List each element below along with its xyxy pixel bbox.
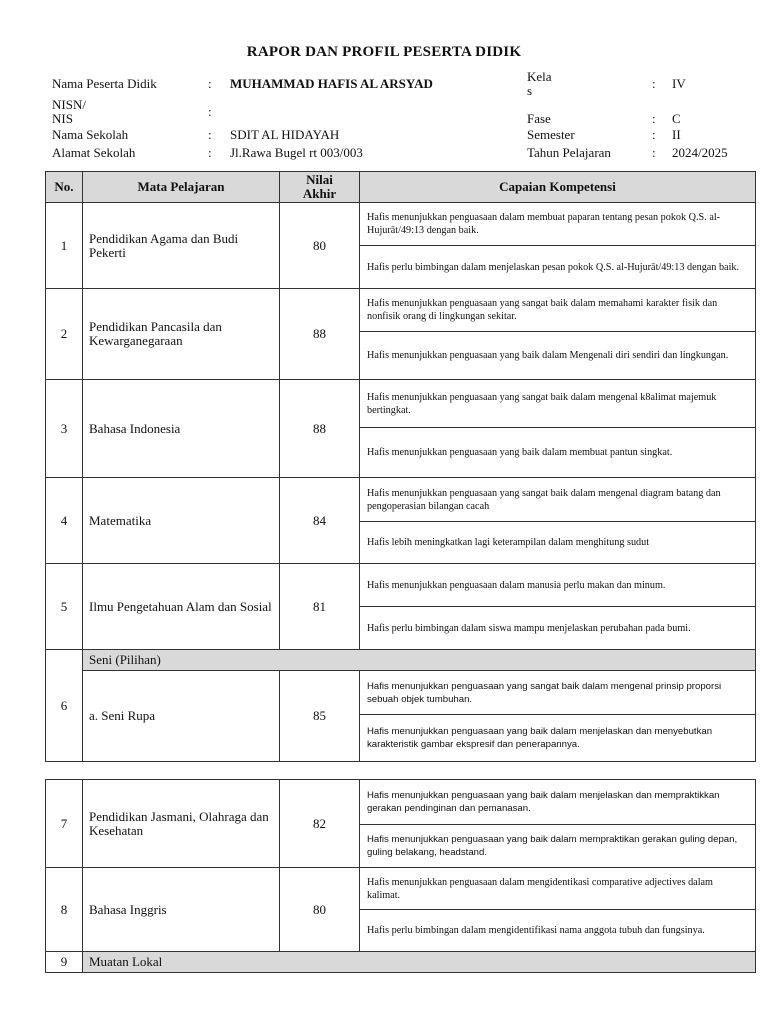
kelas-value: IV	[672, 76, 686, 91]
row-score: 80	[280, 868, 360, 952]
semester-label: Semester	[527, 127, 575, 142]
row-score: 88	[280, 289, 360, 380]
table-row	[46, 780, 756, 825]
row-competency-1: Hafis menunjukkan penguasaan yang baik dalam menjelaskan dan mempraktikkan gerakan pendinginan dan pemanasan.	[360, 780, 756, 825]
colon: :	[652, 127, 656, 142]
row-competency-1: Hafis menunjukkan penguasaan dalam mengidentikasi comparative adjectives dalam kalimat.	[360, 868, 756, 910]
fase-label: Fase	[527, 111, 551, 126]
row-no: 9	[46, 952, 83, 973]
nis-label: NIS	[52, 111, 73, 126]
table-row	[46, 650, 756, 671]
row-competency-2: Hafis menunjukkan penguasaan yang baik dalam Mengenali diri sendiri dan lingkungan.	[360, 332, 756, 380]
nisn-label: NISN/	[52, 97, 86, 112]
group-label: Muatan Lokal	[83, 952, 756, 973]
alamat-label: Alamat Sekolah	[52, 145, 136, 160]
header-mapel: Mata Pelajaran	[83, 172, 280, 203]
group-label: Seni (Pilihan)	[83, 650, 756, 671]
semester-value: II	[672, 127, 681, 142]
row-subject: Ilmu Pengetahuan Alam dan Sosial	[83, 564, 280, 650]
header-nilai: Nilai Akhir	[280, 172, 360, 203]
row-subject: Pendidikan Jasmani, Olahraga dan Kesehatan	[83, 780, 280, 868]
kelas-label-wrap: s	[527, 83, 533, 98]
colon: :	[208, 104, 212, 119]
grades-table	[45, 171, 756, 762]
colon: :	[208, 127, 212, 142]
row-score: 80	[280, 203, 360, 289]
colon: :	[652, 76, 656, 91]
header-no: No.	[46, 172, 83, 203]
row-subject: Bahasa Inggris	[83, 868, 280, 952]
kelas-label: Kela	[527, 69, 552, 84]
row-subject: Pendidikan Pancasila dan Kewarganegaraan	[83, 289, 280, 380]
table-row	[46, 289, 756, 332]
row-no: 6	[46, 650, 83, 762]
row-competency-1: Hafis menunjukkan penguasaan yang sangat baik dalam memahami karakter fisik dan nonfisik orang di lingkungan sekitar.	[360, 289, 756, 332]
table-row	[46, 868, 756, 910]
row-no: 4	[46, 478, 83, 564]
nama-value: MUHAMMAD HAFIS AL ARSYAD	[230, 76, 433, 91]
colon: :	[208, 145, 212, 160]
grades-table-continued	[45, 779, 756, 973]
row-competency-1: Hafis menunjukkan penguasaan dalam manusia perlu makan dan minum.	[360, 564, 756, 607]
row-competency-2: Hafis perlu bimbingan dalam menjelaskan pesan pokok Q.S. al-Hujurāt/49:13 dengan baik.	[360, 246, 756, 289]
row-no: 1	[46, 203, 83, 289]
tahun-label: Tahun Pelajaran	[527, 145, 611, 160]
colon: :	[208, 76, 212, 91]
row-competency-1: Hafis menunjukkan penguasaan yang sangat baik dalam mengenal k8alimat majemuk bertingkat.	[360, 380, 756, 428]
table-row	[46, 478, 756, 522]
row-competency-2: Hafis perlu bimbingan dalam mengidentifikasi nama anggota tubuh dan fungsinya.	[360, 910, 756, 952]
row-no: 7	[46, 780, 83, 868]
row-score: 85	[280, 671, 360, 762]
row-score: 84	[280, 478, 360, 564]
row-competency-2: Hafis perlu bimbingan dalam siswa mampu menjelaskan perubahan pada bumi.	[360, 607, 756, 650]
row-competency-2: Hafis menunjukkan penguasaan yang baik dalam menjelaskan dan menyebutkan karakteristik gambar ekspresif dan penerapannya.	[360, 715, 756, 762]
tahun-value: 2024/2025	[672, 145, 728, 160]
page-title: RAPOR DAN PROFIL PESERTA DIDIK	[246, 44, 522, 60]
nama-label: Nama Peserta Didik	[52, 76, 157, 91]
header-capaian: Capaian Kompetensi	[360, 172, 756, 203]
table-header-row	[46, 172, 756, 203]
row-no: 3	[46, 380, 83, 478]
row-subject: Matematika	[83, 478, 280, 564]
table-row	[46, 380, 756, 428]
row-competency-2: Hafis menunjukkan penguasaan yang baik dalam mempraktikan gerakan guling depan, guling belakang, headstand.	[360, 825, 756, 868]
row-subject: Pendidikan Agama dan Budi Pekerti	[83, 203, 280, 289]
row-no: 5	[46, 564, 83, 650]
row-competency-1: Hafis menunjukkan penguasaan dalam membuat paparan tentang pesan pokok Q.S. al-Hujurāt/49:13 dengan baik.	[360, 203, 756, 246]
row-subject: Bahasa Indonesia	[83, 380, 280, 478]
row-no: 2	[46, 289, 83, 380]
table-row	[46, 203, 756, 246]
row-competency-2: Hafis menunjukkan penguasaan yang baik dalam membuat pantun singkat.	[360, 428, 756, 478]
sekolah-value: SDIT AL HIDAYAH	[230, 127, 340, 142]
row-competency-2: Hafis lebih meningkatkan lagi keterampilan dalam menghitung sudut	[360, 522, 756, 564]
row-score: 81	[280, 564, 360, 650]
row-score: 82	[280, 780, 360, 868]
sekolah-label: Nama Sekolah	[52, 127, 129, 142]
colon: :	[652, 145, 656, 160]
row-competency-1: Hafis menunjukkan penguasaan yang sangat baik dalam mengenal diagram batang dan pengoperasian bilangan cacah	[360, 478, 756, 522]
table-row	[46, 564, 756, 607]
alamat-value: Jl.Rawa Bugel rt 003/003	[230, 145, 363, 160]
row-score: 88	[280, 380, 360, 478]
table-row	[46, 952, 756, 973]
row-competency-1: Hafis menunjukkan penguasaan yang sangat baik dalam mengenal prinsip proporsi sebuah objek tumbuhan.	[360, 671, 756, 715]
row-subject: a. Seni Rupa	[83, 671, 280, 762]
fase-value: C	[672, 111, 681, 126]
table-row-sub	[46, 671, 756, 715]
colon: :	[652, 111, 656, 126]
row-no: 8	[46, 868, 83, 952]
